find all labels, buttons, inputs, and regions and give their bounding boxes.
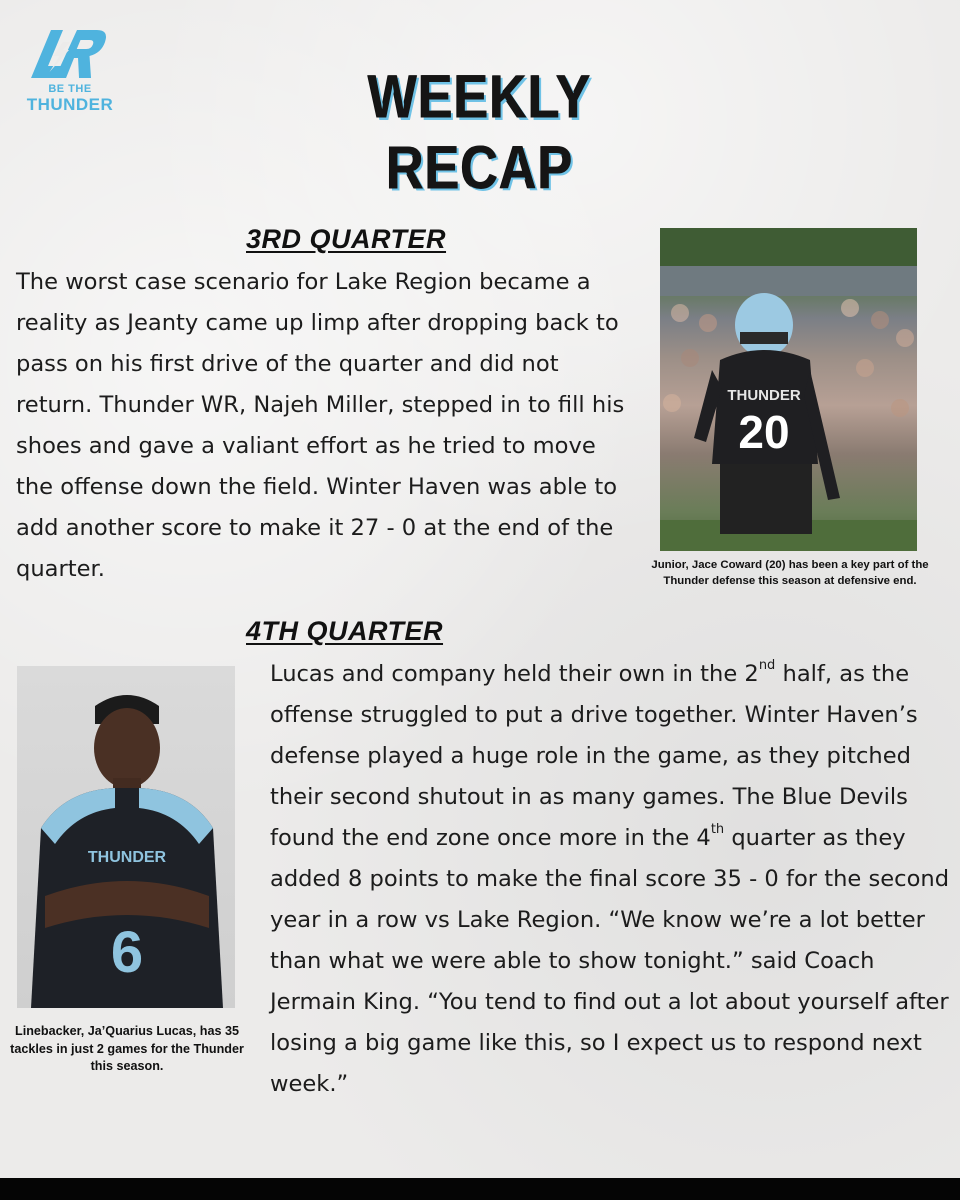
player-photo-jaquarius-lucas: [17, 666, 235, 1008]
jersey-number-2: 6: [110, 920, 144, 985]
player-photo-jace-coward: [660, 228, 917, 551]
page-title: WEEKLY RECAP: [368, 63, 592, 203]
player-20-illustration: [660, 228, 917, 551]
bottom-bar: [0, 1178, 960, 1200]
lr-monogram-logo: [30, 26, 110, 84]
jersey-text-2: THUNDER: [87, 849, 167, 866]
third-quarter-text: The worst case scenario for Lake Region became a reality as Jeanty came up limp after dropping back to pass on his first drive of the quarter and did not return. Thunder WR, Najeh Miller, stepped in to fill his shoes and gave a valiant effort as he tried to move the offense down the field. Winter Haven was able to add another score to make it 27 - 0 at the end of the quarter.: [16, 269, 625, 582]
fourth-quarter-text-part-1: Lucas and company held their own in the 2: [270, 661, 759, 687]
logo-tagline-large: THUNDER: [26, 95, 114, 114]
fourth-quarter-text-part-2: half, as the offense struggled to put a drive together. Winter Haven’s defense played a huge role in the game, as they pitched their second shutout in as many games. The Blue Devils found the end zone once more in the 4: [270, 661, 918, 851]
photo-caption-jaquarius-lucas: Linebacker, Ja’Quarius Lucas, has 35 tackles in just 2 games for the Thunder this season.: [10, 1024, 244, 1073]
fourth-quarter-heading: 4TH QUARTER: [246, 616, 444, 646]
jersey-number-1: 20: [738, 406, 790, 458]
player-6-illustration: [17, 666, 235, 1008]
logo-tagline-small: BE THE: [48, 83, 92, 95]
ordinal-suffix-nd: nd: [758, 658, 776, 674]
team-logo: [22, 26, 118, 116]
jersey-text-1: THUNDER: [727, 387, 801, 404]
ordinal-suffix-th: th: [710, 822, 725, 838]
third-quarter-heading: 3RD QUARTER: [246, 224, 447, 254]
fourth-quarter-text: [270, 654, 950, 1105]
photo-caption-jace-coward: Junior, Jace Coward (20) has been a key part of the Thunder defense this season at defensive end.: [651, 559, 929, 587]
fourth-quarter-text-part-3: quarter as they added 8 points to make the final score 35 - 0 for the second year in a row vs Lake Region. “We know we’re a lot better than what we were able to show tonight.” said Coach Jermain King. “You tend to find out a lot about yourself after losing a big game like this, so I expect us to respond next week.”: [270, 825, 950, 1097]
